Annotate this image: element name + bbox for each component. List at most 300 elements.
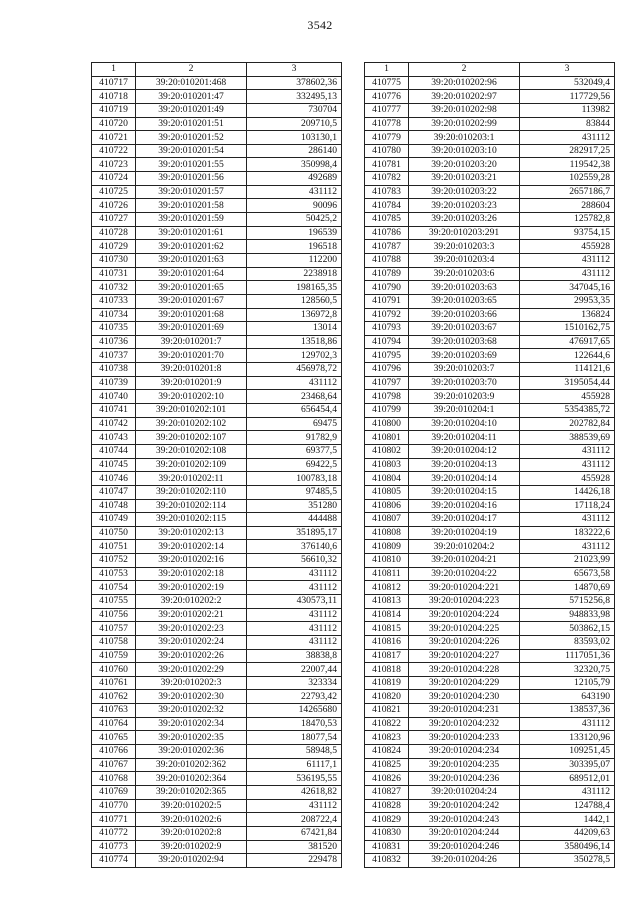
value-cell: 114121,6 xyxy=(520,363,615,377)
table-row xyxy=(92,758,342,772)
table-row xyxy=(365,376,615,390)
value-cell: 109251,45 xyxy=(520,745,615,759)
row-number-cell: 410776 xyxy=(365,90,409,104)
table-row xyxy=(365,185,615,199)
value-cell: 643190 xyxy=(520,690,615,704)
value-cell: 288604 xyxy=(520,199,615,213)
table-row xyxy=(365,444,615,458)
cadastral-number-cell: 39:20:010202:8 xyxy=(136,826,247,840)
row-number-cell: 410730 xyxy=(92,253,136,267)
value-cell: 347045,16 xyxy=(520,281,615,295)
value-cell: 351895,17 xyxy=(247,526,342,540)
table-row xyxy=(365,704,615,718)
value-cell: 83844 xyxy=(520,117,615,131)
value-cell: 431112 xyxy=(247,622,342,636)
column-header: 3 xyxy=(520,63,615,77)
table-row xyxy=(365,349,615,363)
value-cell: 431112 xyxy=(520,717,615,731)
cadastral-number-cell: 39:20:010203:20 xyxy=(409,158,520,172)
table-row xyxy=(92,267,342,281)
table-row xyxy=(365,513,615,527)
row-number-cell: 410768 xyxy=(92,772,136,786)
table-row xyxy=(92,717,342,731)
table-row xyxy=(92,103,342,117)
row-number-cell: 410797 xyxy=(365,376,409,390)
row-number-cell: 410758 xyxy=(92,635,136,649)
value-cell: 183222,6 xyxy=(520,526,615,540)
cadastral-number-cell: 39:20:010204:243 xyxy=(409,813,520,827)
value-cell: 103130,1 xyxy=(247,131,342,145)
row-number-cell: 410729 xyxy=(92,240,136,254)
row-number-cell: 410751 xyxy=(92,540,136,554)
row-number-cell: 410773 xyxy=(92,840,136,854)
row-number-cell: 410783 xyxy=(365,185,409,199)
cadastral-number-cell: 39:20:010204:14 xyxy=(409,472,520,486)
cadastral-number-cell: 39:20:010202:101 xyxy=(136,404,247,418)
cadastral-number-cell: 39:20:010203:10 xyxy=(409,144,520,158)
row-number-cell: 410762 xyxy=(92,690,136,704)
row-number-cell: 410723 xyxy=(92,158,136,172)
table-row xyxy=(365,131,615,145)
cadastral-number-cell: 39:20:010204:231 xyxy=(409,704,520,718)
row-number-cell: 410778 xyxy=(365,117,409,131)
table-row xyxy=(92,417,342,431)
cadastral-number-cell: 39:20:010202:110 xyxy=(136,485,247,499)
cadastral-number-cell: 39:20:010204:232 xyxy=(409,717,520,731)
row-number-cell: 410748 xyxy=(92,499,136,513)
row-number-cell: 410829 xyxy=(365,813,409,827)
value-cell: 5354385,72 xyxy=(520,404,615,418)
table-row xyxy=(92,117,342,131)
table-row xyxy=(92,144,342,158)
table-row xyxy=(365,772,615,786)
row-number-cell: 410831 xyxy=(365,840,409,854)
row-number-cell: 410810 xyxy=(365,554,409,568)
table-row xyxy=(365,717,615,731)
table-row xyxy=(365,117,615,131)
row-number-cell: 410737 xyxy=(92,349,136,363)
cadastral-number-cell: 39:20:010201:56 xyxy=(136,172,247,186)
table-row xyxy=(92,199,342,213)
cadastral-number-cell: 39:20:010204:26 xyxy=(409,854,520,868)
row-number-cell: 410826 xyxy=(365,772,409,786)
table-row xyxy=(365,363,615,377)
row-number-cell: 410726 xyxy=(92,199,136,213)
value-cell: 948833,98 xyxy=(520,608,615,622)
row-number-cell: 410823 xyxy=(365,731,409,745)
cadastral-number-cell: 39:20:010202:13 xyxy=(136,526,247,540)
cadastral-number-cell: 39:20:010204:224 xyxy=(409,608,520,622)
row-number-cell: 410804 xyxy=(365,472,409,486)
table-row xyxy=(92,567,342,581)
table-row xyxy=(92,704,342,718)
row-number-cell: 410763 xyxy=(92,704,136,718)
row-number-cell: 410740 xyxy=(92,390,136,404)
value-cell: 65673,58 xyxy=(520,567,615,581)
table-row xyxy=(92,458,342,472)
cadastral-number-cell: 39:20:010204:1 xyxy=(409,404,520,418)
cadastral-number-cell: 39:20:010202:6 xyxy=(136,813,247,827)
value-cell: 125782,8 xyxy=(520,213,615,227)
row-number-cell: 410722 xyxy=(92,144,136,158)
table-row xyxy=(365,472,615,486)
cadastral-number-cell: 39:20:010201:55 xyxy=(136,158,247,172)
row-number-cell: 410721 xyxy=(92,131,136,145)
cadastral-number-cell: 39:20:010201:62 xyxy=(136,240,247,254)
table-row xyxy=(92,690,342,704)
row-number-cell: 410815 xyxy=(365,622,409,636)
value-cell: 119542,38 xyxy=(520,158,615,172)
column-header: 2 xyxy=(409,63,520,77)
table-row xyxy=(365,663,615,677)
value-cell: 42618,82 xyxy=(247,785,342,799)
cadastral-number-cell: 39:20:010201:49 xyxy=(136,103,247,117)
table-row xyxy=(92,90,342,104)
cadastral-number-cell: 39:20:010203:4 xyxy=(409,253,520,267)
table-row xyxy=(365,594,615,608)
row-number-cell: 410725 xyxy=(92,185,136,199)
cadastral-number-cell: 39:20:010204:19 xyxy=(409,526,520,540)
cadastral-number-cell: 39:20:010204:11 xyxy=(409,431,520,445)
cadastral-number-cell: 39:20:010202:32 xyxy=(136,704,247,718)
left-table-body xyxy=(92,63,342,868)
row-number-cell: 410832 xyxy=(365,854,409,868)
table-row xyxy=(92,431,342,445)
row-number-cell: 410724 xyxy=(92,172,136,186)
value-cell: 656454,4 xyxy=(247,404,342,418)
value-cell: 83593,02 xyxy=(520,635,615,649)
row-number-cell: 410745 xyxy=(92,458,136,472)
table-row xyxy=(365,554,615,568)
value-cell: 350278,5 xyxy=(520,854,615,868)
cadastral-number-cell: 39:20:010204:225 xyxy=(409,622,520,636)
cadastral-number-cell: 39:20:010204:246 xyxy=(409,840,520,854)
cadastral-number-cell: 39:20:010201:58 xyxy=(136,199,247,213)
cadastral-number-cell: 39:20:010201:54 xyxy=(136,144,247,158)
cadastral-number-cell: 39:20:010202:36 xyxy=(136,745,247,759)
table-row xyxy=(92,826,342,840)
row-number-cell: 410830 xyxy=(365,826,409,840)
row-number-cell: 410785 xyxy=(365,213,409,227)
table-row xyxy=(365,103,615,117)
cadastral-number-cell: 39:20:010204:223 xyxy=(409,594,520,608)
table-row xyxy=(92,349,342,363)
cadastral-number-cell: 39:20:010203:67 xyxy=(409,322,520,336)
table-row xyxy=(92,540,342,554)
cadastral-number-cell: 39:20:010202:96 xyxy=(409,76,520,90)
value-cell: 13014 xyxy=(247,322,342,336)
value-cell: 431112 xyxy=(247,185,342,199)
row-number-cell: 410791 xyxy=(365,294,409,308)
cadastral-number-cell: 39:20:010201:59 xyxy=(136,213,247,227)
cadastral-number-cell: 39:20:010202:9 xyxy=(136,840,247,854)
value-cell: 376140,6 xyxy=(247,540,342,554)
value-cell: 689512,01 xyxy=(520,772,615,786)
value-cell: 431112 xyxy=(520,267,615,281)
table-row xyxy=(365,676,615,690)
table-row xyxy=(365,226,615,240)
table-row xyxy=(92,213,342,227)
value-cell: 532049,4 xyxy=(520,76,615,90)
table-row xyxy=(365,581,615,595)
cadastral-number-cell: 39:20:010202:19 xyxy=(136,581,247,595)
table-row xyxy=(92,813,342,827)
value-cell: 21023,99 xyxy=(520,554,615,568)
table-row xyxy=(365,458,615,472)
cadastral-number-cell: 39:20:010204:221 xyxy=(409,581,520,595)
value-cell: 112200 xyxy=(247,253,342,267)
table-row xyxy=(92,622,342,636)
row-number-cell: 410752 xyxy=(92,554,136,568)
cadastral-number-cell: 39:20:010202:11 xyxy=(136,472,247,486)
value-cell: 69422,5 xyxy=(247,458,342,472)
cadastral-number-cell: 39:20:010204:24 xyxy=(409,785,520,799)
row-number-cell: 410824 xyxy=(365,745,409,759)
value-cell: 536195,55 xyxy=(247,772,342,786)
value-cell: 198165,35 xyxy=(247,281,342,295)
row-number-cell: 410812 xyxy=(365,581,409,595)
value-cell: 431112 xyxy=(520,458,615,472)
table-row xyxy=(92,226,342,240)
row-number-cell: 410782 xyxy=(365,172,409,186)
value-cell: 14265680 xyxy=(247,704,342,718)
value-cell: 431112 xyxy=(520,444,615,458)
value-cell: 431112 xyxy=(247,567,342,581)
cadastral-number-cell: 39:20:010204:10 xyxy=(409,417,520,431)
cadastral-number-cell: 39:20:010201:69 xyxy=(136,322,247,336)
table-row xyxy=(92,581,342,595)
row-number-cell: 410720 xyxy=(92,117,136,131)
value-cell: 455928 xyxy=(520,240,615,254)
cadastral-number-cell: 39:20:010202:21 xyxy=(136,608,247,622)
row-number-cell: 410772 xyxy=(92,826,136,840)
value-cell: 431112 xyxy=(247,608,342,622)
table-row xyxy=(92,404,342,418)
table-row xyxy=(365,199,615,213)
value-cell: 97485,5 xyxy=(247,485,342,499)
row-number-cell: 410766 xyxy=(92,745,136,759)
cadastral-number-cell: 39:20:010202:108 xyxy=(136,444,247,458)
row-number-cell: 410759 xyxy=(92,649,136,663)
cadastral-number-cell: 39:20:010203:70 xyxy=(409,376,520,390)
cadastral-number-cell: 39:20:010202:3 xyxy=(136,676,247,690)
row-number-cell: 410822 xyxy=(365,717,409,731)
table-row xyxy=(92,799,342,813)
row-number-cell: 410735 xyxy=(92,322,136,336)
row-number-cell: 410753 xyxy=(92,567,136,581)
row-number-cell: 410820 xyxy=(365,690,409,704)
row-number-cell: 410734 xyxy=(92,308,136,322)
row-number-cell: 410799 xyxy=(365,404,409,418)
cadastral-number-cell: 39:20:010201:47 xyxy=(136,90,247,104)
table-row xyxy=(365,281,615,295)
value-cell: 388539,69 xyxy=(520,431,615,445)
column-header: 1 xyxy=(92,63,136,77)
cadastral-number-cell: 39:20:010201:68 xyxy=(136,308,247,322)
table-row xyxy=(92,185,342,199)
row-number-cell: 410819 xyxy=(365,676,409,690)
row-number-cell: 410827 xyxy=(365,785,409,799)
value-cell: 69475 xyxy=(247,417,342,431)
table-row xyxy=(365,485,615,499)
cadastral-number-cell: 39:20:010203:66 xyxy=(409,308,520,322)
cadastral-number-cell: 39:20:010204:17 xyxy=(409,513,520,527)
cadastral-number-cell: 39:20:010204:230 xyxy=(409,690,520,704)
column-header: 2 xyxy=(136,63,247,77)
value-cell: 456978,72 xyxy=(247,363,342,377)
cadastral-number-cell: 39:20:010202:115 xyxy=(136,513,247,527)
value-cell: 22007,44 xyxy=(247,663,342,677)
table-header-row xyxy=(92,63,342,77)
table-row xyxy=(92,363,342,377)
value-cell: 17118,24 xyxy=(520,499,615,513)
row-number-cell: 410780 xyxy=(365,144,409,158)
cadastral-number-cell: 39:20:010204:229 xyxy=(409,676,520,690)
row-number-cell: 410818 xyxy=(365,663,409,677)
cadastral-number-cell: 39:20:010201:52 xyxy=(136,131,247,145)
row-number-cell: 410816 xyxy=(365,635,409,649)
table-row xyxy=(92,731,342,745)
cadastral-number-cell: 39:20:010202:18 xyxy=(136,567,247,581)
cadastral-number-cell: 39:20:010204:2 xyxy=(409,540,520,554)
row-number-cell: 410746 xyxy=(92,472,136,486)
cadastral-number-cell: 39:20:010202:365 xyxy=(136,785,247,799)
value-cell: 113982 xyxy=(520,103,615,117)
cadastral-number-cell: 39:20:010202:5 xyxy=(136,799,247,813)
table-row xyxy=(365,608,615,622)
cadastral-number-cell: 39:20:010204:236 xyxy=(409,772,520,786)
table-row xyxy=(365,785,615,799)
table-row xyxy=(92,676,342,690)
table-row xyxy=(92,76,342,90)
value-cell: 29953,35 xyxy=(520,294,615,308)
value-cell: 69377,5 xyxy=(247,444,342,458)
value-cell: 1442,1 xyxy=(520,813,615,827)
value-cell: 455928 xyxy=(520,390,615,404)
value-cell: 1510162,75 xyxy=(520,322,615,336)
table-row xyxy=(92,172,342,186)
value-cell: 136972,8 xyxy=(247,308,342,322)
value-cell: 332495,13 xyxy=(247,90,342,104)
table-row xyxy=(92,635,342,649)
cadastral-number-cell: 39:20:010203:63 xyxy=(409,281,520,295)
value-cell: 455928 xyxy=(520,472,615,486)
table-row xyxy=(365,745,615,759)
cadastral-number-cell: 39:20:010202:2 xyxy=(136,594,247,608)
value-cell: 102559,28 xyxy=(520,172,615,186)
table-row xyxy=(92,485,342,499)
cadastral-number-cell: 39:20:010204:13 xyxy=(409,458,520,472)
cadastral-number-cell: 39:20:010204:244 xyxy=(409,826,520,840)
value-cell: 503862,15 xyxy=(520,622,615,636)
cadastral-number-cell: 39:20:010203:9 xyxy=(409,390,520,404)
value-cell: 431112 xyxy=(520,131,615,145)
value-cell: 22793,42 xyxy=(247,690,342,704)
cadastral-number-cell: 39:20:010201:8 xyxy=(136,363,247,377)
value-cell: 67421,84 xyxy=(247,826,342,840)
table-row xyxy=(365,758,615,772)
table-row xyxy=(92,472,342,486)
cadastral-number-cell: 39:20:010202:102 xyxy=(136,417,247,431)
row-number-cell: 410787 xyxy=(365,240,409,254)
value-cell: 38838,8 xyxy=(247,649,342,663)
table-row xyxy=(92,131,342,145)
cadastral-number-cell: 39:20:010201:51 xyxy=(136,117,247,131)
row-number-cell: 410770 xyxy=(92,799,136,813)
table-row xyxy=(92,554,342,568)
value-cell: 61117,1 xyxy=(247,758,342,772)
cadastral-number-cell: 39:20:010202:14 xyxy=(136,540,247,554)
row-number-cell: 410731 xyxy=(92,267,136,281)
row-number-cell: 410765 xyxy=(92,731,136,745)
row-number-cell: 410803 xyxy=(365,458,409,472)
value-cell: 202782,84 xyxy=(520,417,615,431)
cadastral-number-cell: 39:20:010203:68 xyxy=(409,335,520,349)
row-number-cell: 410790 xyxy=(365,281,409,295)
row-number-cell: 410755 xyxy=(92,594,136,608)
row-number-cell: 410789 xyxy=(365,267,409,281)
table-row xyxy=(365,499,615,513)
table-row xyxy=(92,158,342,172)
table-row xyxy=(92,663,342,677)
table-row xyxy=(365,731,615,745)
row-number-cell: 410739 xyxy=(92,376,136,390)
cadastral-number-cell: 39:20:010203:3 xyxy=(409,240,520,254)
table-row xyxy=(365,158,615,172)
table-row xyxy=(92,745,342,759)
value-cell: 430573,11 xyxy=(247,594,342,608)
value-cell: 378602,36 xyxy=(247,76,342,90)
table-row xyxy=(92,322,342,336)
cadastral-number-cell: 39:20:010202:362 xyxy=(136,758,247,772)
column-header: 1 xyxy=(365,63,409,77)
value-cell: 730704 xyxy=(247,103,342,117)
table-row xyxy=(92,649,342,663)
value-cell: 100783,18 xyxy=(247,472,342,486)
value-cell: 12105,79 xyxy=(520,676,615,690)
table-row xyxy=(365,267,615,281)
row-number-cell: 410771 xyxy=(92,813,136,827)
value-cell: 44209,63 xyxy=(520,826,615,840)
cadastral-number-cell: 39:20:010202:35 xyxy=(136,731,247,745)
cadastral-number-cell: 39:20:010203:26 xyxy=(409,213,520,227)
cadastral-number-cell: 39:20:010204:15 xyxy=(409,485,520,499)
table-row xyxy=(365,622,615,636)
table-row xyxy=(365,76,615,90)
cadastral-number-cell: 39:20:010203:1 xyxy=(409,131,520,145)
row-number-cell: 410743 xyxy=(92,431,136,445)
row-number-cell: 410802 xyxy=(365,444,409,458)
row-number-cell: 410764 xyxy=(92,717,136,731)
table-row xyxy=(92,772,342,786)
row-number-cell: 410814 xyxy=(365,608,409,622)
table-row xyxy=(92,594,342,608)
table-row xyxy=(365,540,615,554)
row-number-cell: 410786 xyxy=(365,226,409,240)
row-number-cell: 410806 xyxy=(365,499,409,513)
value-cell: 476917,65 xyxy=(520,335,615,349)
value-cell: 128560,5 xyxy=(247,294,342,308)
table-row xyxy=(365,417,615,431)
cadastral-number-cell: 39:20:010202:94 xyxy=(136,854,247,868)
table-row xyxy=(365,431,615,445)
row-number-cell: 410792 xyxy=(365,308,409,322)
value-cell: 90096 xyxy=(247,199,342,213)
row-number-cell: 410795 xyxy=(365,349,409,363)
cadastral-number-cell: 39:20:010204:234 xyxy=(409,745,520,759)
cadastral-number-cell: 39:20:010202:109 xyxy=(136,458,247,472)
value-cell: 2657186,7 xyxy=(520,185,615,199)
